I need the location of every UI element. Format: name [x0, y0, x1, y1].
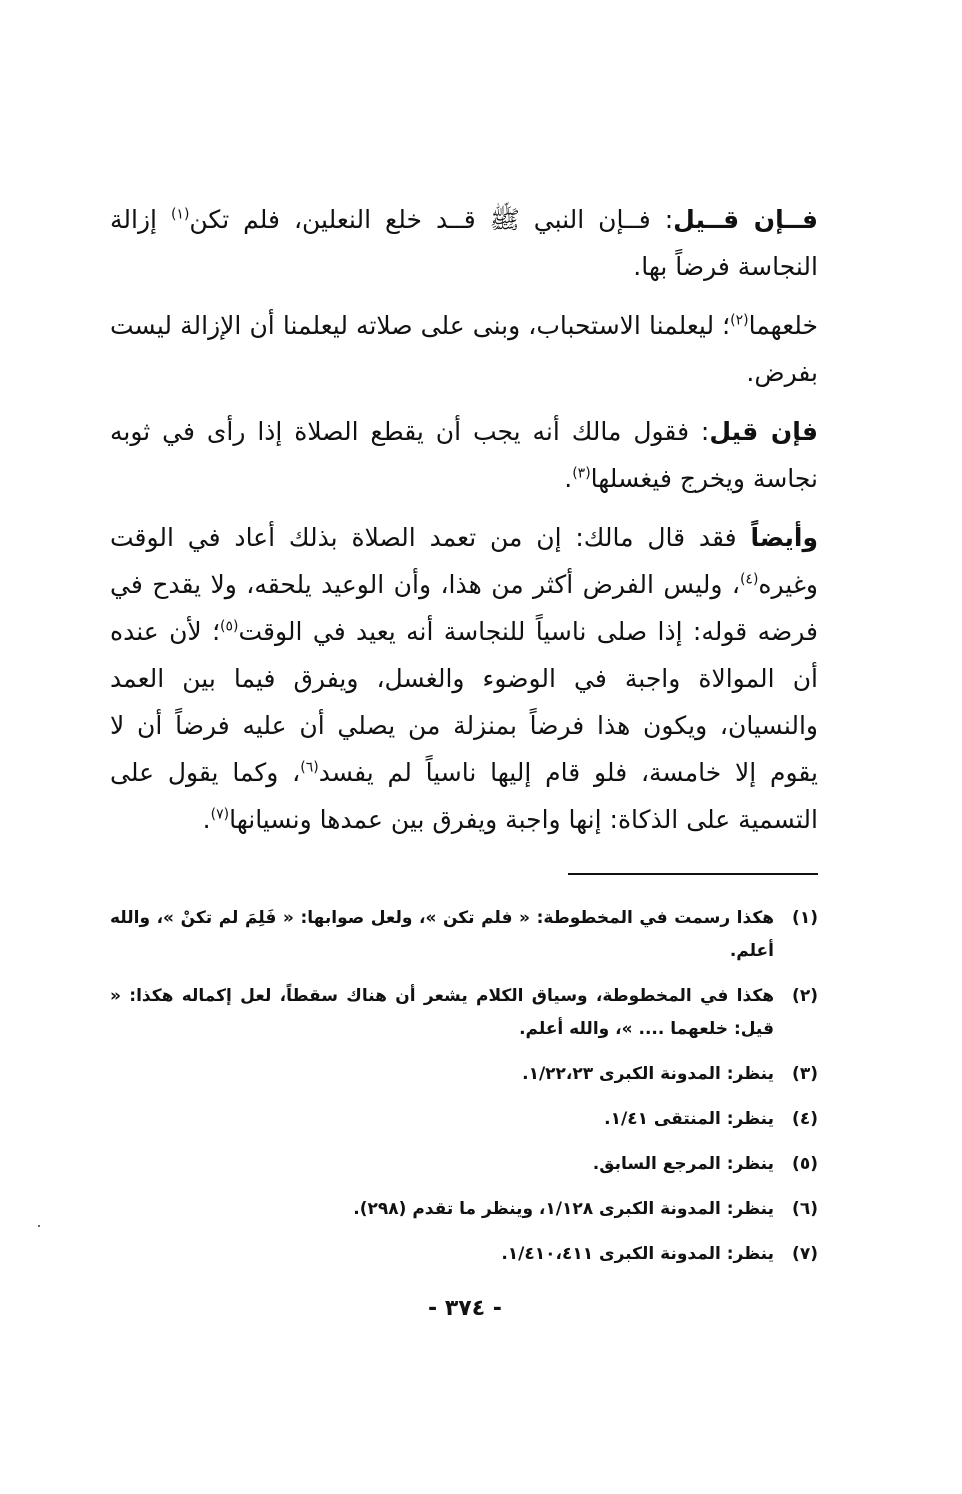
footnote-item: [110, 1058, 818, 1091]
footnote-text: ينظر: المدونة الكبرى ١/١٢٨، وينظر ما تقدم (٢٩٨).: [353, 1199, 774, 1219]
paragraph-text: : فقول مالك أنه يجب أن يقطع الصلاة إذا رأى في ثوبه نجاسة ويخرج فيغسلها: [110, 417, 818, 493]
footnote-text: هكذا رسمت في المخطوطة: « فلم تكن »، ولعل صوابها: « فَلِمَ لم تكنْ »، والله أعلم.: [110, 908, 774, 961]
paragraph-4: [110, 514, 818, 843]
footnote-ref-1[interactable]: (١): [170, 206, 190, 223]
footnote-text: ينظر: المرجع السابق.: [592, 1154, 774, 1174]
footnote-number: (١): [792, 908, 818, 928]
paragraph-lead: فإن قيل: [709, 417, 819, 446]
paragraph-text: .: [202, 805, 211, 834]
footnote-number: (٦): [792, 1199, 818, 1219]
paragraph-text: .: [564, 464, 573, 493]
footnote-text: ينظر: المنتقى ١/٤١.: [604, 1109, 774, 1129]
scan-speck: [38, 1225, 40, 1227]
paragraph-text: إزالة النجاسة فرضاً بها.: [110, 205, 818, 281]
footnote-item: [110, 980, 818, 1046]
footnote-text: ينظر: المدونة الكبرى ١/٤١٠،٤١١.: [501, 1244, 774, 1264]
paragraph-text: ؛ ليعلمنا الاستحباب، وبنى على صلاته ليعلمنا أن الإزالة ليست بفرض.: [110, 311, 818, 387]
paragraph-text: : فــإن النبي ﷺ قــد خلع النعلين، فلم تكن: [189, 205, 674, 234]
paragraph-3: [110, 408, 818, 502]
footnote-number: (٢): [792, 986, 818, 1006]
footnote-ref-3[interactable]: (٣): [572, 465, 591, 482]
footnote-number: (٧): [792, 1244, 818, 1264]
paragraph-text: ، وليس الفرض أكثر من هذا، وأن الوعيد يلحقه، ولا يقدح في فرضه قوله: إذا صلى ناسياً للنجاسة أنه يعيد في الوقت: [110, 570, 819, 646]
paragraph-text: ، وكما يقول على التسمية على الذكاة: إنها واجبة ويفرق بين عمدها ونسيانها: [110, 758, 818, 834]
footnote-item: [110, 1238, 818, 1271]
footnote-ref-2[interactable]: (٢): [730, 312, 749, 329]
footnote-number: (٥): [792, 1154, 818, 1174]
footnotes: [110, 902, 818, 1283]
footnote-text: ينظر: المدونة الكبرى ١/٢٢،٢٣.: [522, 1064, 774, 1084]
paragraph-text: خلعهما: [748, 311, 818, 340]
footnote-item: [110, 1148, 818, 1181]
footnote-text: هكذا في المخطوطة، وسياق الكلام يشعر أن هناك سقطاً، لعل إكماله هكذا: « قيل: خلعهما .... »، والله أعلم.: [110, 986, 774, 1039]
footnote-number: (٣): [792, 1064, 818, 1084]
footnote-item: [110, 902, 818, 968]
paragraph-lead: وأيضاً: [750, 523, 818, 552]
paragraph-1: [110, 196, 818, 290]
page-number: - ٣٧٤ -: [428, 1296, 502, 1321]
footnote-number: (٤): [792, 1109, 818, 1129]
footnote-ref-7[interactable]: (٧): [210, 806, 230, 823]
paragraph-2: [110, 302, 818, 396]
footnote-ref-4[interactable]: (٤): [739, 571, 759, 588]
main-text: [110, 196, 818, 855]
paragraph-text: ؛ لأن عنده أن الموالاة واجبة في الوضوء والغسل، ويفرق فيما بين العمد والنسيان، ويكون هذا فرضاً بمنزلة من يصلي أن عليه فرضاً أن لا يقوم إلا خامسة، فلو قام إليها ناسياً لم يفسد: [110, 617, 818, 787]
footnote-item: [110, 1103, 818, 1136]
footnote-separator: [568, 873, 818, 875]
footnote-item: [110, 1193, 818, 1226]
footnote-ref-6[interactable]: (٦): [300, 759, 319, 776]
footnote-ref-5[interactable]: (٥): [220, 618, 239, 635]
paragraph-text: فقد قال مالك: إن من تعمد الصلاة بذلك أعاد في الوقت وغيره: [110, 523, 818, 599]
paragraph-lead: فــإن قــيل: [673, 205, 818, 234]
